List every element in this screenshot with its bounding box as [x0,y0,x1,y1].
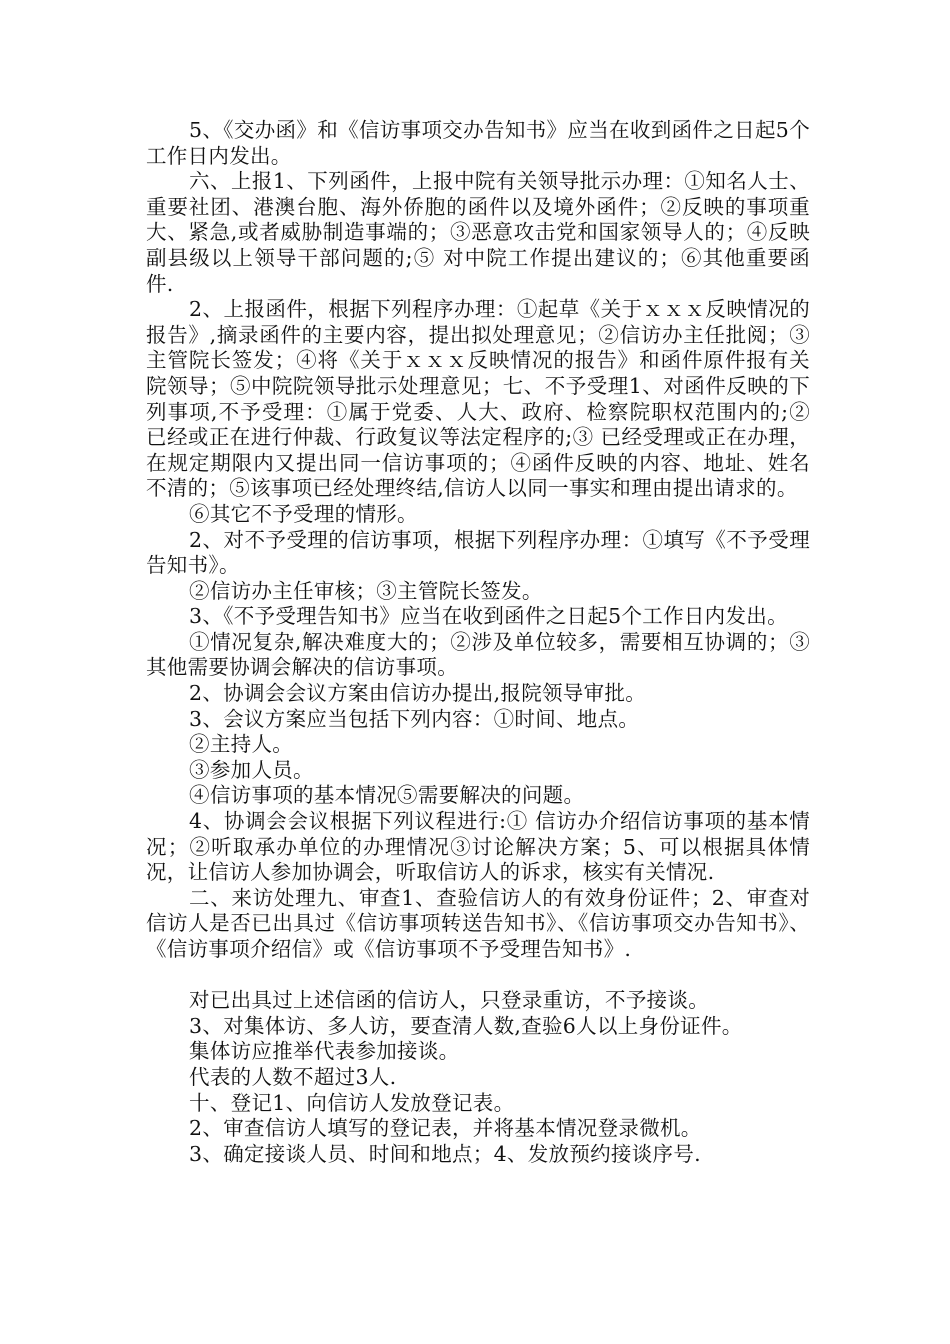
paragraph: ①情况复杂,解决难度大的；②涉及单位较多，需要相互协调的；③其他需要协调会解决的信访事项。 [146,629,810,680]
paragraph: 3、确定接谈人员、时间和地点；4、发放预约接谈序号. [189,1141,701,1166]
paragraph: ②信访办主任审核；③主管院长签发。 [189,578,543,603]
paragraph: 3、会议方案应当包括下列内容：①时间、地点。 [189,706,640,731]
paragraph: 2、协调会会议方案由信访办提出,报院领导审批。 [189,681,647,706]
paragraph: 3、《不予受理告知书》应当在收到函件之日起5个工作日内发出。 [189,604,788,629]
paragraph: 3、对集体访、多人访，要查清人数,查验6人以上身份证件。 [189,1013,743,1038]
paragraph: ⑥其它不予受理的情形。 [189,501,418,526]
paragraph: 十、登记1、向信访人发放登记表。 [189,1090,515,1115]
paragraph: 2、对不予受理的信访事项，根据下列程序办理：①填写《不予受理告知书》。 [146,527,810,578]
paragraph: 4、协调会会议根据下列议程进行:① 信访办介绍信访事项的基本情况；②听取承办单位的办理情况③讨论解决方案；5、可以根据具体情况，让信访人参加协调会，听取信访人的诉求，核实有关情况. [146,809,810,885]
paragraph: 2、上报函件，根据下列程序办理：①起草《关于ｘｘｘ反映情况的报告》,摘录函件的主要内容，提出拟处理意见；②信访办主任批阅；③主管院长签发；④将《关于ｘｘｘ反映情况的报告》和函件原件报有关院领导；⑤中院院领导批示处理意见；七、不予受理1、对函件反映的下列事项,不予受理：①属于党委、人大、政府、检察院职权范围内的;② 已经或正在进行仲裁、行政复议等法定程序的;③ 已经受理或正在办理，在规定期限内又提出同一信访事项的；④函件反映的内容、地址、姓名不清的；⑤该事项已经处理终结,信访人以同一事实和理由提出请求的。 [146,297,810,501]
paragraph: 代表的人数不超过3人. [189,1064,397,1089]
paragraph: ④信访事项的基本情况⑤需要解决的问题。 [189,783,585,808]
document-body [146,118,810,1167]
paragraph: 二、来访处理九、审查1、查验信访人的有效身份证件；2、审查对信访人是否已出具过《信访事项转送告知书》、《信访事项交办告知书》、《信访事项介绍信》或《信访事项不予受理告知书》. [146,885,810,961]
paragraph: 5、《交办函》和《信访事项交办告知书》应当在收到函件之日起5个工作日内发出。 [146,118,810,168]
paragraph: ②主持人。 [189,732,294,757]
paragraph: ③参加人员。 [189,757,314,782]
paragraph: 集体访应推举代表参加接谈。 [189,1039,460,1064]
paragraph: 六、上报1、下列函件，上报中院有关领导批示办理：①知名人士、重要社团、港澳台胞、海外侨胞的函件以及境外函件；②反映的事项重大、紧急,或者威胁制造事端的；③恶意攻击党和国家领导人的；④反映副县级以上领导干部问题的;⑤ 对中院工作提出建议的；⑥其他重要函件. [146,169,810,296]
paragraph: 对已出具过上述信函的信访人，只登录重访，不予接谈。 [189,988,710,1013]
paragraph: 2、审查信访人填写的登记表，并将基本情况登录微机。 [189,1116,702,1141]
